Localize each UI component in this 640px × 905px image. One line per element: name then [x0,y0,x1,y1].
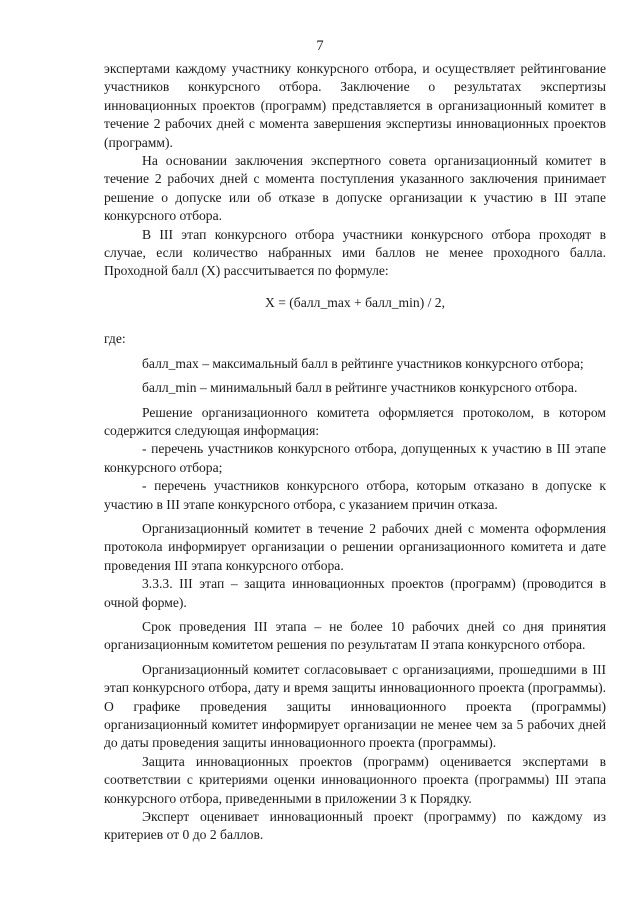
page-number: 7 [316,38,324,54]
paragraph-notification: Организационный комитет в течение 2 рабочих дней с момента оформления протокола информирует организации о решении организационного комитета и дате проведения III этапа конкурсного отбора. [104,520,606,573]
paragraph-expertise-conclusion: экспертами каждому участнику конкурсного отбора, и осуществляет рейтингование участников конкурсного отбора. Заключение о результатах экспертизы инновационных проектов (программ) представляется в организационный комитет в течение 2 рабочих дней с момента завершения экспертизы инновационных проектов (программ). [104,61,606,150]
paragraph-evaluation-criteria: Защита инновационных проектов (программ) оценивается экспертами в соответствии с критериями оценки инновационного проекта (программы) III этапа конкурсного отбора, приведенными в приложении 3 к Порядку. [104,753,606,806]
paragraph-scheduling: Организационный комитет согласовывает с организациями, прошедшими в III этап конкурсного отбора, дату и время защиты инновационного проекта (программы). О графике проведения защиты инновационного проекта (программы) организационный комитет информирует организации не менее чем за 5 рабочих дней до даты проведения защиты инновационного проекта (программы). [104,661,606,751]
section-3-3-3-heading: 3.3.3. III этап – защита инновационных проектов (программ) (проводится в очной форме). [104,576,606,610]
paragraph-protocol: Решение организационного комитета оформляется протоколом, в котором содержится следующая информация: [104,404,606,438]
formula-definition-max: балл_max – максимальный балл в рейтинге участников конкурсного отбора; [142,355,584,371]
paragraph-stage-three-duration: Срок проведения III этапа – не более 10 рабочих дней со дня принятия организационным комитетом решения по результатам II этапа конкурсного отбора. [104,618,606,653]
formula-definition-min: балл_min – минимальный балл в рейтинге участников конкурсного отбора. [142,380,578,396]
paragraph-scoring: Эксперт оценивает инновационный проект (программу) по каждому из критериев от 0 до 2 баллов. [104,809,606,843]
paragraph-committee-decision: На основании заключения экспертного совета организационный комитет в течение 2 рабочих дней с момента поступления указанного заключения принимает решение о допуске или об отказе в допуске организации к участию в III этапе конкурсного отбора. [104,153,606,224]
formula-where-label: где: [104,331,126,347]
list-item-rejected: - перечень участников конкурсного отбора, которым отказано в допуске к участию в III этапе конкурсного отбора, с указанием причин отказа. [104,478,606,512]
passing-score-formula: X = (балл_max + балл_min) / 2, [265,294,445,310]
document-body [104,60,606,845]
paragraph-stage-three-admission: В III этап конкурсного отбора участники конкурсного отбора проходят в случае, если количество набранных ими баллов не менее проходного балла. Проходной балл (X) рассчитывается по формуле: [104,226,606,279]
list-item-admitted: - перечень участников конкурсного отбора, допущенных к участию в III этапе конкурсного отбора; [104,441,606,475]
